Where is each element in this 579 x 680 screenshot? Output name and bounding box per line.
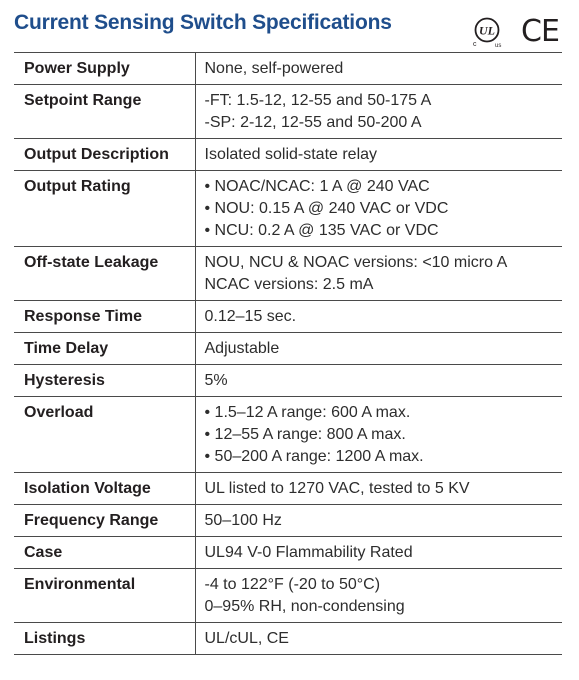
spec-label: Response Time [14,301,195,333]
spec-value-line: • NOAC/NCAC: 1 A @ 240 VAC [204,178,430,195]
spec-row [14,537,562,569]
spec-value [195,301,562,333]
spec-value [195,397,562,473]
ce-mark-text: CE [521,14,559,49]
ul-listed-icon [473,19,501,50]
spec-value-line: • 12–55 A range: 800 A max. [204,426,406,443]
spec-value-line: 0–95% RH, non-condensing [204,598,405,615]
spec-row [14,365,562,397]
spec-row [14,171,562,247]
spec-value [195,569,562,623]
spec-value-line: -4 to 122°F (-20 to 50°C) [204,576,381,593]
spec-label: Power Supply [14,53,195,85]
spec-label: Setpoint Range [14,85,195,139]
spec-row [14,301,562,333]
spec-row [14,473,562,505]
spec-value-line: • NOU: 0.15 A @ 240 VAC or VDC [204,200,449,217]
spec-value-line: -SP: 2-12, 12-55 and 50-200 A [204,114,422,131]
page-title: Current Sensing Switch Specifications [14,11,392,34]
spec-label: Environmental [14,569,195,623]
spec-value-line: NOU, NCU & NOAC versions: <10 micro A [204,254,508,271]
spec-row [14,569,562,623]
spec-value-line: None, self-powered [204,60,344,77]
ul-mark-text: UL [479,23,495,38]
spec-value-line: 50–100 Hz [204,512,282,529]
spec-value [195,537,562,569]
spec-row [14,53,562,85]
spec-value [195,247,562,301]
spec-label: Case [14,537,195,569]
spec-value-line: 0.12–15 sec. [204,308,297,325]
spec-row [14,139,562,171]
spec-row [14,397,562,473]
spec-row [14,623,562,655]
spec-label: Output Description [14,139,195,171]
spec-value [195,505,562,537]
spec-label: Off-state Leakage [14,247,195,301]
spec-value [195,171,562,247]
spec-value-line: • 1.5–12 A range: 600 A max. [204,404,411,421]
spec-value-line: Isolated solid-state relay [204,146,378,163]
spec-value-line: 5% [204,372,228,389]
spec-value [195,333,562,365]
spec-value-line: NCAC versions: 2.5 mA [204,276,374,293]
ul-us-text: us [495,43,502,49]
spec-value [195,365,562,397]
spec-value-line: UL/cUL, CE [204,630,289,647]
spec-label: Overload [14,397,195,473]
spec-row [14,247,562,301]
spec-value [195,473,562,505]
certification-logos [470,8,570,52]
spec-label: Output Rating [14,171,195,247]
ce-mark-icon [521,14,559,49]
spec-value [195,139,562,171]
spec-value [195,623,562,655]
ul-c-text: c [473,41,477,48]
spec-value [195,53,562,85]
spec-value [195,85,562,139]
spec-label: Hysteresis [14,365,195,397]
spec-label: Listings [14,623,195,655]
spec-value-line: UL94 V-0 Flammability Rated [204,544,413,561]
spec-value-line: UL listed to 1270 VAC, tested to 5 KV [204,480,470,497]
spec-value-line: • 50–200 A range: 1200 A max. [204,448,424,465]
spec-value-line: Adjustable [204,340,280,357]
spec-row [14,85,562,139]
spec-row [14,333,562,365]
specifications-table [14,52,562,655]
spec-row [14,505,562,537]
spec-value-line: • NCU: 0.2 A @ 135 VAC or VDC [204,222,439,239]
spec-label: Frequency Range [14,505,195,537]
spec-label: Time Delay [14,333,195,365]
spec-label: Isolation Voltage [14,473,195,505]
spec-value-line: -FT: 1.5-12, 12-55 and 50-175 A [204,92,432,109]
